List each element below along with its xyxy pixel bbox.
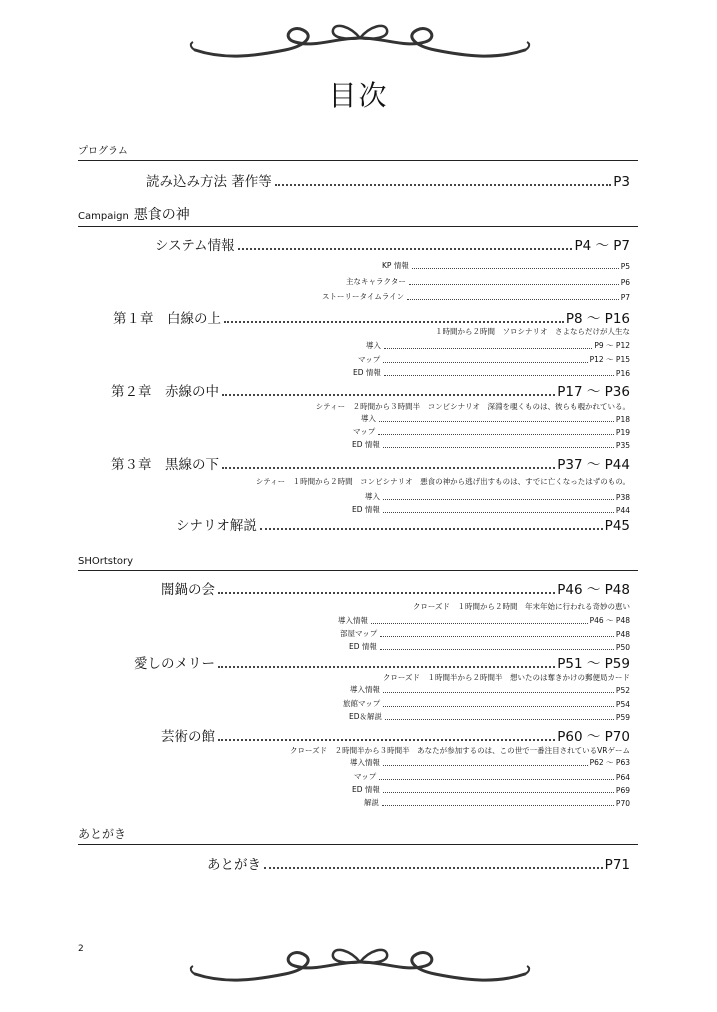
- leader-dots: [218, 592, 555, 594]
- leader-dots: [222, 467, 555, 469]
- leader-dots: [222, 394, 555, 396]
- section-header-campaign: [78, 204, 638, 227]
- leader-dots: [407, 299, 619, 300]
- entry-page: P45: [604, 518, 630, 534]
- entry-label: 導入: [366, 341, 381, 350]
- toc-entry[interactable]: [134, 652, 630, 672]
- toc-subentry[interactable]: [364, 796, 630, 808]
- leader-dots: [275, 184, 611, 186]
- toc-subentry[interactable]: [352, 438, 630, 450]
- page-title: 目次: [328, 79, 389, 112]
- leader-dots: [383, 512, 614, 513]
- entry-label: 部屋マップ: [340, 629, 378, 638]
- entry-label: ED＆解説: [349, 712, 383, 721]
- leader-dots: [218, 666, 555, 668]
- leader-dots: [383, 499, 614, 500]
- page-number: 2: [78, 944, 84, 954]
- entry-page: P18: [615, 415, 630, 424]
- toc-entry[interactable]: [207, 853, 630, 873]
- entry-label: マップ: [358, 355, 381, 364]
- toc-subentry[interactable]: [358, 353, 630, 365]
- entry-page: P12 ～ P15: [589, 355, 630, 364]
- entry-page: P37 ～ P44: [557, 457, 630, 473]
- section-header-afterword: [78, 823, 638, 845]
- entry-page: P48: [615, 630, 630, 639]
- entry-label: 導入: [365, 492, 380, 501]
- entry-page: P35: [615, 441, 630, 450]
- toc-subentry[interactable]: [350, 683, 630, 695]
- toc-subentry[interactable]: [349, 710, 630, 722]
- entry-label: ED 情報: [352, 785, 380, 794]
- entry-page: P9 ～ P12: [594, 341, 630, 350]
- entry-label: ストーリータイムライン: [322, 292, 405, 301]
- toc-subentry[interactable]: [346, 275, 630, 287]
- section-name: あとがき: [78, 827, 127, 841]
- entry-page: P71: [604, 857, 630, 873]
- entry-page: P62 ～ P63: [589, 758, 630, 767]
- entry-page: P4 ～ P7: [574, 238, 630, 254]
- entry-page: P6: [620, 278, 630, 287]
- toc-subentry[interactable]: [350, 756, 630, 768]
- leader-dots: [385, 719, 614, 720]
- entry-page: P54: [615, 700, 630, 709]
- toc-subentry[interactable]: [340, 627, 630, 639]
- toc-entry[interactable]: [146, 170, 630, 190]
- entry-label: 導入情報: [350, 685, 380, 694]
- leader-dots: [382, 805, 614, 806]
- leader-dots: [380, 636, 614, 637]
- entry-label: 導入情報: [338, 616, 368, 625]
- entry-page: P50: [615, 643, 630, 652]
- entry-page: P5: [620, 262, 630, 271]
- toc-subentry[interactable]: [365, 490, 630, 502]
- leader-dots: [384, 348, 592, 349]
- leader-dots: [383, 362, 587, 363]
- leader-dots: [383, 706, 614, 707]
- entry-label: 旅館マップ: [343, 699, 381, 708]
- toc-subentry[interactable]: [361, 412, 630, 424]
- entry-page: P3: [613, 174, 630, 190]
- toc-entry[interactable]: [113, 307, 630, 327]
- entry-page: P59: [615, 713, 630, 722]
- leader-dots: [218, 739, 555, 741]
- section-name: SHOrtstory: [78, 556, 134, 567]
- entry-label: 愛しのメリー: [134, 656, 215, 672]
- section-name: プログラム: [78, 146, 128, 157]
- scenario-description: クローズド １時間半から２時間半 想いたのは奪きかけの郵便局カード: [382, 673, 630, 682]
- entry-label: 芸術の館: [161, 729, 215, 745]
- leader-dots: [378, 434, 614, 435]
- leader-dots: [379, 421, 614, 422]
- toc-entry[interactable]: [161, 578, 630, 598]
- toc-subentry[interactable]: [322, 290, 630, 302]
- section-name: Campaign: [78, 211, 129, 222]
- entry-page: P46 ～ P48: [557, 582, 630, 598]
- entry-page: P69: [615, 786, 630, 795]
- leader-dots: [383, 792, 614, 793]
- leader-dots: [383, 447, 614, 448]
- leader-dots: [260, 528, 603, 530]
- scenario-description: シティー ２時間から３時間半 コンビシナリオ 深淵を覗くものは、彼らも覗かれている。: [315, 402, 630, 411]
- entry-label: 主なキャラクター: [346, 277, 406, 286]
- leader-dots: [383, 692, 614, 693]
- toc-entry[interactable]: [176, 514, 630, 534]
- scenario-description: １時間から２時間 ソロシナリオ さよならだけが人生な: [435, 327, 630, 336]
- toc-subentry[interactable]: [353, 425, 630, 437]
- toc-subentry[interactable]: [349, 640, 630, 652]
- entry-page: P52: [615, 686, 630, 695]
- leader-dots: [238, 248, 573, 250]
- toc-subentry[interactable]: [353, 366, 630, 378]
- entry-page: P17 ～ P36: [557, 384, 630, 400]
- leader-dots: [409, 284, 619, 285]
- top-ornament: [185, 8, 535, 68]
- entry-page: P51 ～ P59: [557, 656, 630, 672]
- leader-dots: [384, 375, 614, 376]
- entry-page: P64: [615, 773, 630, 782]
- entry-page: P70: [615, 799, 630, 808]
- entry-label: マップ: [353, 427, 376, 436]
- scenario-description: クローズド １時間から２時間 年末年始に行われる奇妙の恵い: [412, 602, 630, 611]
- entry-label: 導入: [361, 414, 376, 423]
- entry-label: ED 情報: [349, 642, 377, 651]
- scenario-description: シティー １時間から２時間 コンビシナリオ 悪食の神から逃げ出すものは、すでに亡くなったはずのもの。: [255, 477, 630, 486]
- entry-label: シナリオ解説: [176, 518, 257, 534]
- section-header-program: [78, 139, 638, 161]
- entry-label: 第３章 黒線の下: [111, 457, 219, 473]
- leader-dots: [379, 779, 614, 780]
- toc-subentry[interactable]: [343, 697, 630, 709]
- entry-label: 解説: [364, 798, 379, 807]
- toc-subentry[interactable]: [352, 783, 630, 795]
- bottom-ornament: [185, 932, 535, 992]
- leader-dots: [380, 649, 614, 650]
- entry-label: 第１章 白線の上: [113, 311, 221, 327]
- leader-dots: [371, 623, 588, 624]
- toc-subentry[interactable]: [338, 614, 630, 626]
- entry-label: KP 情報: [382, 261, 409, 270]
- toc-subentry[interactable]: [382, 259, 630, 271]
- scenario-description: クローズド ２時間半から３時間半 あなたが参加するのは、この世で一番注目されているVRゲーム: [290, 746, 630, 755]
- entry-label: 闇鍋の会: [161, 582, 215, 598]
- entry-label: マップ: [354, 772, 377, 781]
- toc-entry[interactable]: [111, 380, 630, 400]
- entry-label: システム情報: [155, 238, 235, 254]
- entry-page: P44: [615, 506, 630, 515]
- leader-dots: [264, 867, 603, 869]
- entry-page: P46 ～ P48: [589, 616, 630, 625]
- entry-label: あとがき: [207, 857, 261, 873]
- toc-entry[interactable]: [111, 453, 630, 473]
- entry-page: P8 ～ P16: [565, 311, 630, 327]
- section-subtitle: 悪食の神: [133, 207, 190, 223]
- entry-page: P60 ～ P70: [557, 729, 630, 745]
- toc-entry[interactable]: [155, 234, 630, 254]
- entry-label: ED 情報: [352, 505, 380, 514]
- section-header-shortstory: [78, 549, 638, 571]
- entry-page: P16: [615, 369, 630, 378]
- toc-subentry[interactable]: [366, 339, 630, 351]
- leader-dots: [383, 765, 588, 766]
- entry-label: 導入情報: [350, 758, 380, 767]
- entry-label: 読み込み方法 著作等: [146, 174, 272, 190]
- toc-subentry[interactable]: [354, 770, 630, 782]
- entry-label: ED 情報: [352, 440, 380, 449]
- entry-label: ED 情報: [353, 368, 381, 377]
- entry-page: P19: [615, 428, 630, 437]
- toc-entry[interactable]: [161, 725, 630, 745]
- entry-page: P38: [615, 493, 630, 502]
- leader-dots: [412, 268, 619, 269]
- entry-page: P7: [620, 293, 630, 302]
- leader-dots: [224, 321, 564, 323]
- entry-label: 第２章 赤線の中: [111, 384, 219, 400]
